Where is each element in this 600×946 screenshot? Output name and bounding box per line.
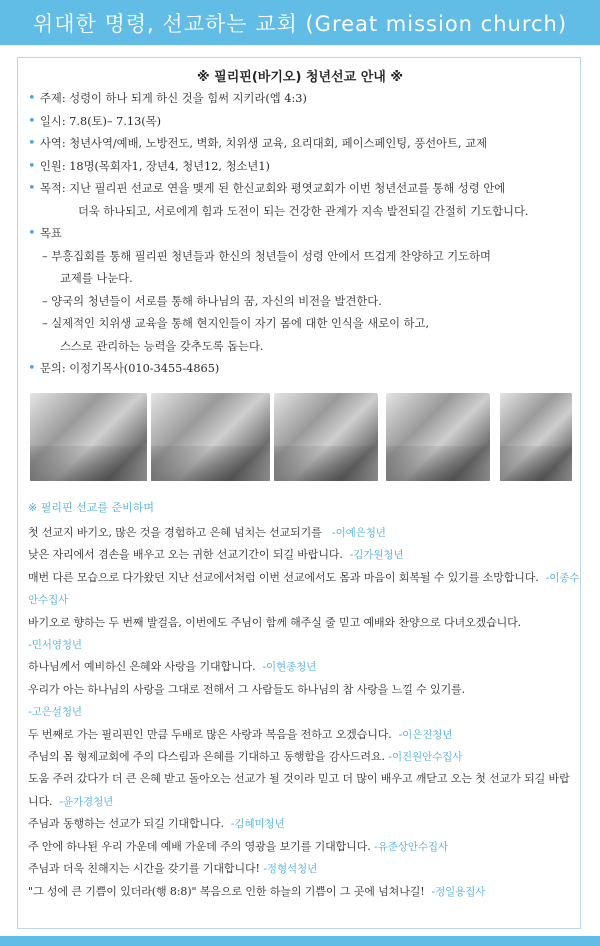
bullet-icon: • [28, 158, 36, 174]
section-title: ※ 필리핀 선교를 준비하며 [28, 501, 154, 514]
notice-items [28, 88, 576, 381]
message-signature: -고은설청년 [28, 706, 82, 719]
banner-title: 위대한 명령, 선교하는 교회 (Great mission church) [32, 11, 568, 36]
message-item: 주님과 동행하는 선교가 되길 기대합니다. -김혜미청년 [28, 817, 285, 831]
goal-item: – 양국의 청년들이 서로를 통해 하나님의 꿈, 자신의 비전을 발견한다. [42, 294, 382, 308]
meal-gathering-photo [386, 393, 490, 481]
footer-banner [0, 936, 600, 946]
message-signature: -이은진청년 [398, 728, 453, 741]
dental-care-photo [151, 393, 270, 481]
bullet-icon: • [28, 91, 36, 106]
message-signature: -정형석청년 [263, 863, 318, 876]
message-item: 주님의 몸 형제교회에 주의 다스림과 은혜를 기대하고 동행함을 감사드려요. -이진원안수집사 [28, 750, 463, 764]
message-signature: -유준상안수집사 [374, 840, 449, 853]
contact-item: • 문의: 이정기목사(010-3455-4865) [28, 358, 576, 381]
bullet-icon: • [28, 226, 36, 241]
message-item: 첫 선교지 바기오, 많은 것을 경험하고 은혜 넘치는 선교되기를 -이예은청년 [28, 526, 386, 539]
message-item: 두 번째로 가는 필리핀인 만큼 두배로 많은 사랑과 복음을 전하고 오겠습니다. -이은진청년 [28, 727, 453, 741]
message-signature: -김가원청년 [349, 549, 404, 562]
message-item: 하나님께서 예비하신 은혜와 사랑을 기대합니다. -이현종청년 [28, 660, 317, 674]
message-item: 매번 다른 모습으로 다가왔던 지난 선교에서처럼 이번 선교에서도 몸과 마음이 회복될 수 있기를 소망합니다. -이종수안수집사 [28, 570, 580, 607]
message-signature: -이예은청년 [331, 527, 386, 539]
bullet-icon: • [28, 113, 36, 129]
goal-continuation: 교제를 나눈다. [60, 272, 133, 285]
message-signature: -이종수안수집사 [28, 571, 580, 607]
message-item: 낮은 자리에서 겸손을 배우고 오는 귀한 선교기간이 되길 바랍니다. -김가원청년 [28, 548, 404, 562]
message-item: "그 성에 큰 기쁨이 있더라(행 8:8)" 복음으로 인한 하늘의 기쁨이 그 곳에 넘쳐나길! -정일용집사 [28, 884, 486, 898]
message-item: 주 안에 하나된 우리 가운데 예배 가운데 주의 영광을 보기를 기대합니다. -유준상안수집사 [28, 839, 449, 853]
message-item: 도움 주러 갔다가 더 큰 은혜 받고 돌아오는 선교가 될 것이라 믿고 더 많이 배우고 깨닫고 오는 첫 선교가 되길 바랍니다. -윤가경청년 [28, 772, 570, 808]
haircut-photo [274, 393, 378, 481]
goal-item: – 부흥집회를 통해 필리핀 청년들과 한신의 청년들이 성령 안에서 뜨겁게 찬양하고 기도하며 교제를 나눈다. [28, 246, 576, 291]
date-item: • 일시: 7.8(토)– 7.13(목) [28, 111, 576, 134]
bullet-icon: • [28, 136, 36, 151]
bullet-icon: • [28, 361, 36, 376]
goal-continuation: 스스로 관리하는 능력을 갖추도록 돕는다. [60, 339, 264, 353]
theme-item: • 주제: 성령이 하나 되게 하신 것을 힘써 지키라(엡 4:3) [28, 88, 576, 111]
church-crowd-photo [30, 393, 147, 481]
message-signature: -정일용집사 [431, 885, 486, 898]
message-item: 우리가 아는 하나님의 사랑을 그대로 전해서 그 사람들도 하나님의 참 사랑을 느낄 수 있기를. -고은설청년 [28, 682, 466, 719]
message-signature: -김혜미청년 [230, 818, 285, 831]
members-item: • 인원: 18명(목회자1, 장년4, 청년12, 청소년1) [28, 156, 576, 179]
message-signature: -이진원안수집사 [388, 751, 463, 764]
message-signature: -윤가경청년 [59, 795, 114, 808]
goal-item: – 실제적인 치위생 교육을 통해 현지인들이 자기 몸에 대한 인식을 새로이 하고, 스스로 관리하는 능력을 갖추도록 돕는다. [28, 313, 576, 358]
goals-item: • 목표 [28, 223, 576, 246]
notice-title: ※ 필리핀(바기오) 청년선교 안내 ※ [197, 70, 403, 85]
message-item: 바기오로 향하는 두 번째 발걸음, 이번에도 주님이 함께 해주실 줄 믿고 예배와 찬양으로 다녀오겠습니다. -민서영청년 [28, 615, 522, 652]
message-signature: -민서영청년 [28, 639, 82, 652]
bullet-icon: • [28, 181, 36, 196]
message-signature: -이현종청년 [262, 661, 317, 674]
purpose-continuation: 더욱 하나되고, 서로에게 힘과 도전이 되는 건강한 관계가 지속 발전되길 간절히 기도합니다. [78, 204, 529, 218]
purpose-item: • 목적: 지난 필리핀 선교로 연을 맺게 된 한신교회와 평엿교회가 이번 청년선교를 통해 성령 안에 더욱 하나되고, 서로에게 힘과 도전이 되는 건강한 관계가 지속 발전되길 간절히 기도합니다. [28, 178, 576, 223]
message-item: 주님과 더욱 친해지는 시간을 갖기를 기대합니다! -정형석청년 [28, 862, 318, 876]
group-photo [500, 393, 572, 481]
prayer-messages [28, 522, 580, 903]
photo-strip [30, 393, 570, 481]
ministry-item: • 사역: 청년사역/예배, 노방전도, 벽화, 치위생 교육, 요리대회, 페이스페인팅, 풍선아트, 교제 [28, 133, 576, 156]
header-banner [0, 0, 600, 45]
